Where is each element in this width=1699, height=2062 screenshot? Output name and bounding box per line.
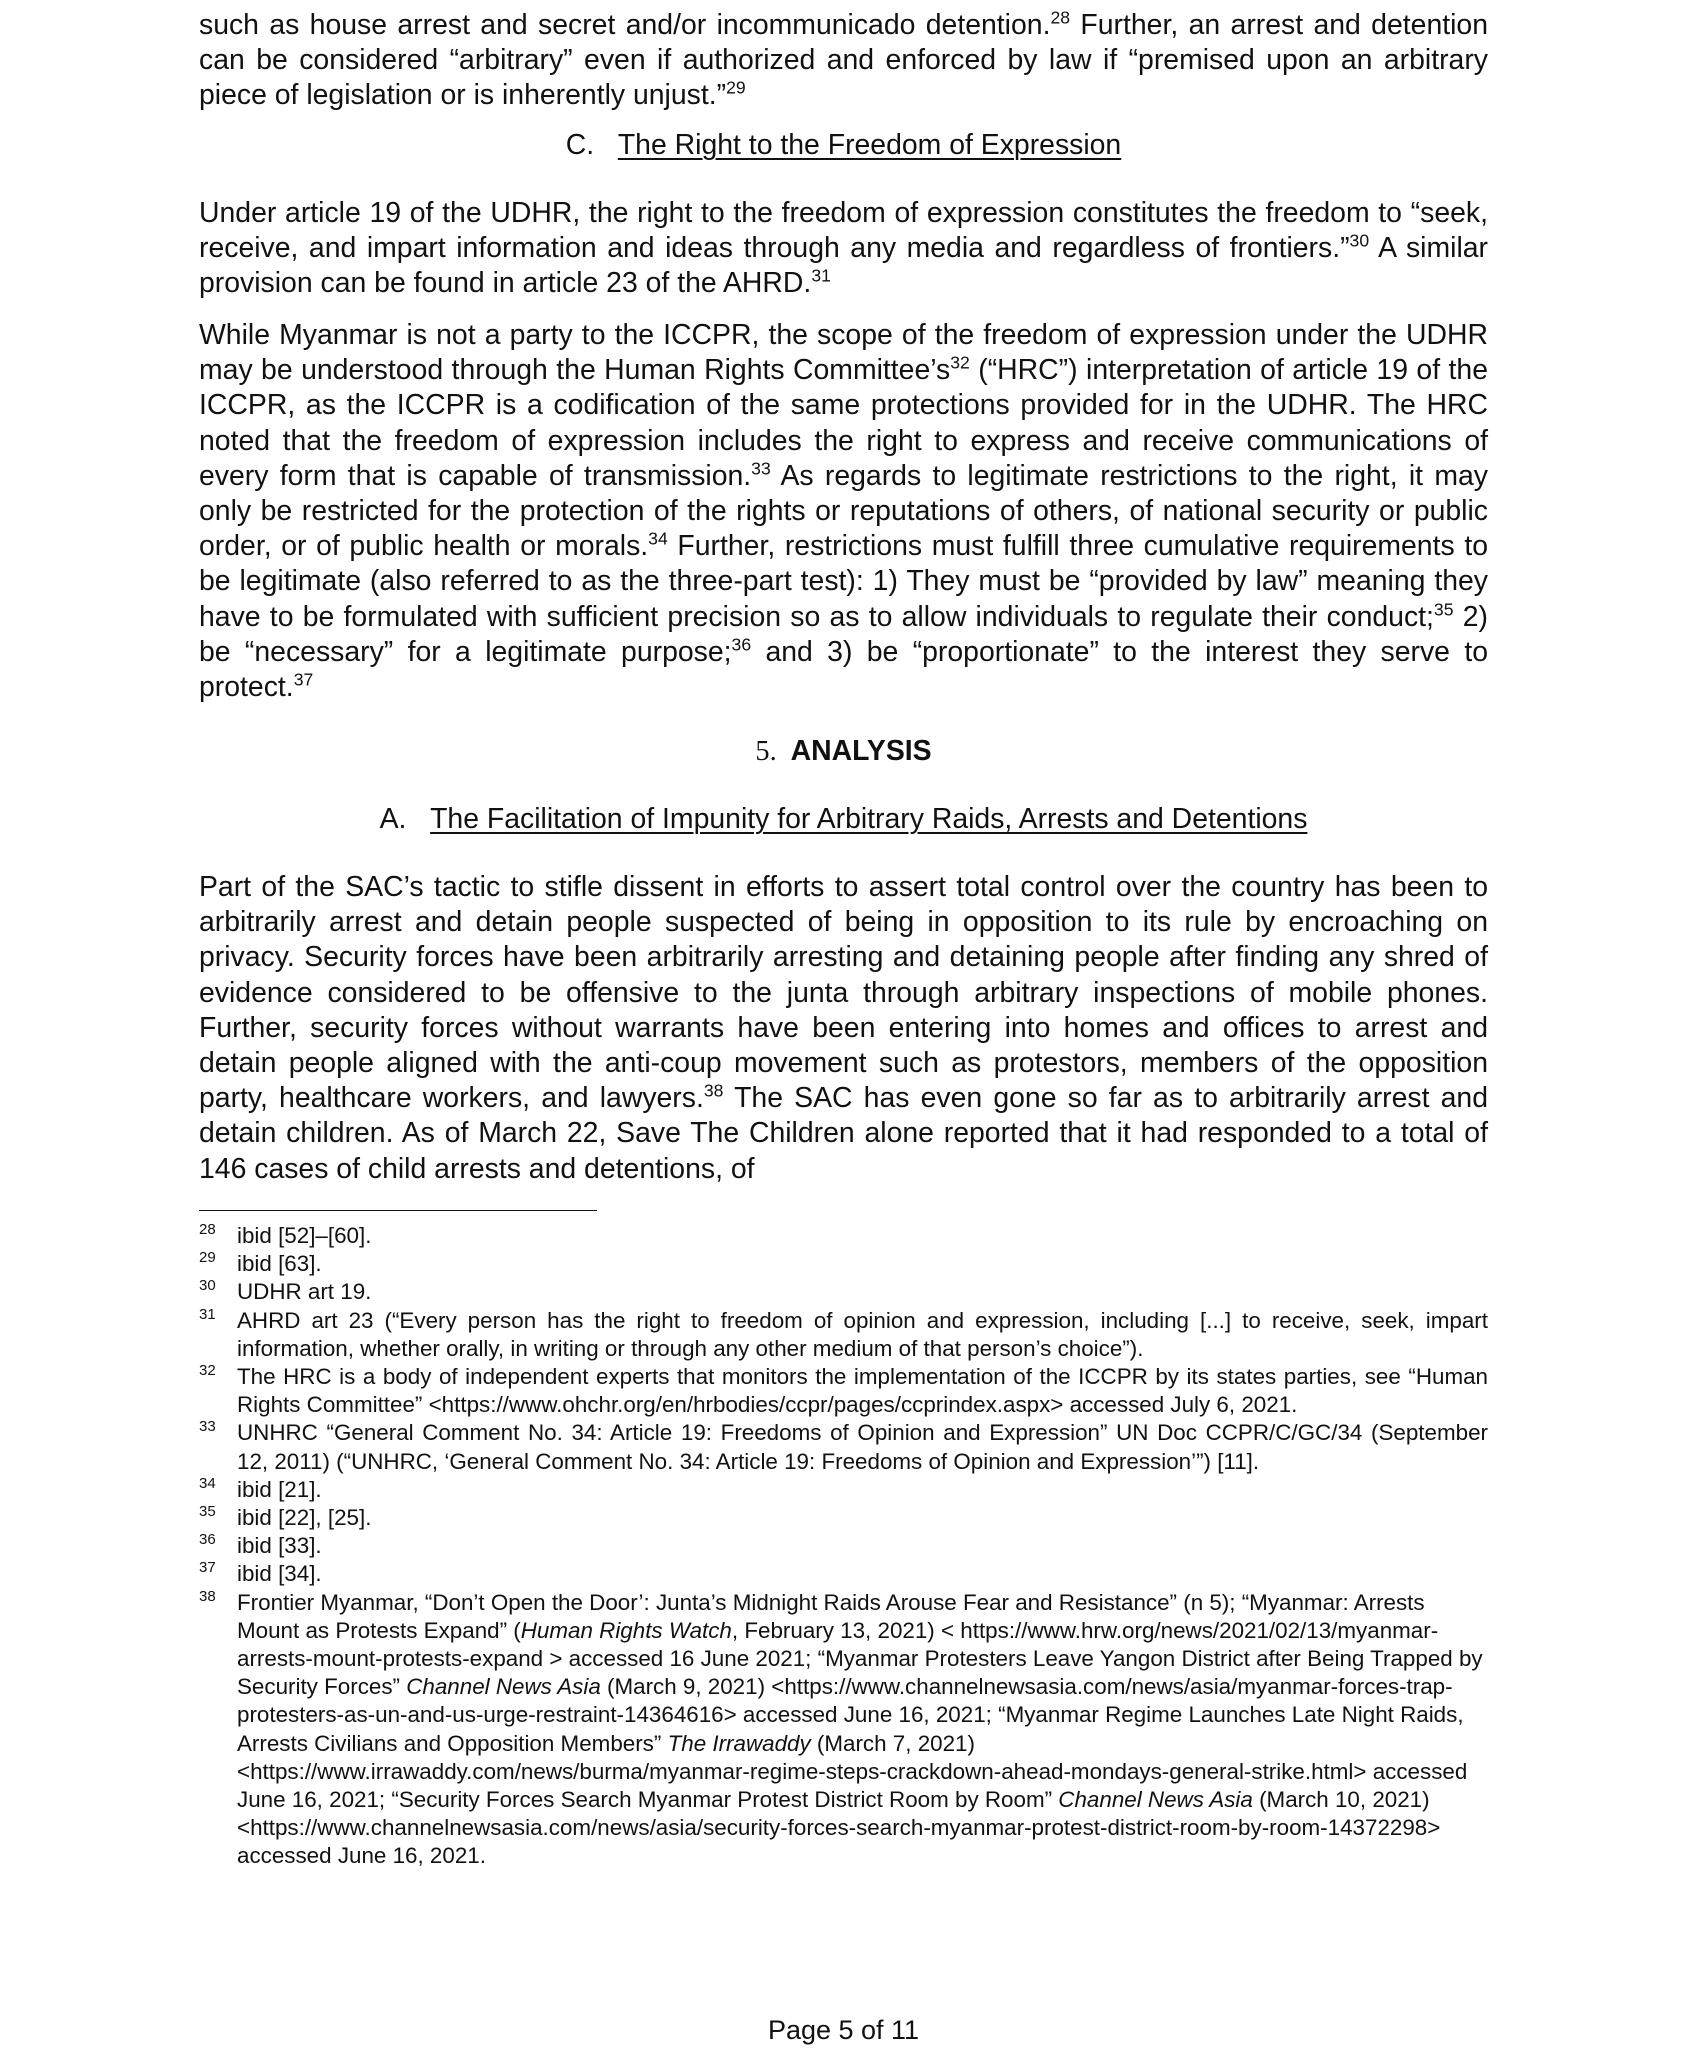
text-run: 2) be “necessary” for a legitimate purpose; xyxy=(199,600,1488,668)
page-number: Page 5 of 11 xyxy=(767,2015,920,2045)
footnote-text: ibid [22], [25]. xyxy=(237,1505,372,1531)
text-run: , February 13, 2021) < https://www.hrw.org/news/2021/02/13/myanmar-arrests-mount-protests-expand > accessed 16 June 2021; “Myanmar Protesters Leave Yangon District after Being Trapped by Security Forces” xyxy=(237,1617,1483,1700)
footnote-text: The HRC is a body of independent experts that monitors the implementation of the ICCPR by its states parties, see “Human Rights Committee” <https://www.ohchr.org/en/hrbodies/ccpr/pages/ccprindex.aspx> accessed July 6, 2021. xyxy=(237,1364,1488,1418)
section-number: 5. xyxy=(755,736,777,767)
footnote xyxy=(199,1222,1488,1250)
section-title: The Right to the Freedom of Expression xyxy=(617,129,1122,161)
text-run: such as house arrest and secret and/or incommunicado detention. xyxy=(199,9,1051,41)
text-run: (March 10, 2021) <https://www.channelnewsasia.com/news/asia/security-forces-search-myanmar-protest-district-room-by-room-14372298> accessed June 16, 2021. xyxy=(237,1787,1441,1869)
text-run: While Myanmar is not a party to the ICCPR, the scope of the freedom of expression under the UDHR may be understood through the Human Rights Committee’s xyxy=(199,319,1488,387)
text-run: Under article 19 of the UDHR, the right to the freedom of expression constitutes the freedom to “seek, receive, and impart information and ideas through any media and regardless of frontiers.” xyxy=(199,197,1488,265)
text-run: and 3) be “proportionate” to the interest they serve to protect. xyxy=(199,635,1488,704)
text-run: Frontier Myanmar, “Don’t Open the Door’: Junta’s Midnight Raids Arouse Fear and Resistance” (n 5); “Myanmar: Arrests Mount as Protests Expand” ( xyxy=(237,1589,1425,1643)
text-run: The SAC has even gone so far as to arbitrarily arrest and detain children. As of March 22, Save The Children alone reported that it had responded to a total of 146 cases of child arrests and detentions, of xyxy=(199,1082,1489,1185)
footnote-text: UDHR art 19. xyxy=(237,1279,372,1305)
footnote-separator xyxy=(199,1210,597,1211)
footnote xyxy=(199,1476,1488,1504)
footnote-text: ibid [21]. xyxy=(237,1476,322,1502)
footnote-38 xyxy=(199,1589,1488,1871)
footnote-number: 28 xyxy=(199,1221,216,1238)
source-title: Channel News Asia xyxy=(1058,1787,1253,1813)
text-run: (March 7, 2021) <https://www.irrawaddy.com/news/burma/myanmar-regime-steps-crackdown-ahead-mondays-general-strike.html> accessed June 16, 2021; “Security Forces Search Myanmar Protest District Room by Room” xyxy=(237,1730,1468,1813)
footnote xyxy=(199,1419,1488,1475)
footnote xyxy=(199,1278,1488,1306)
section-letter: A. xyxy=(379,803,407,835)
footnote xyxy=(199,1532,1488,1560)
footnote-number: 38 xyxy=(199,1587,216,1605)
footnote-ref[interactable]: 29 xyxy=(726,77,746,98)
footnote-ref[interactable]: 35 xyxy=(1433,599,1454,620)
source-title: Channel News Asia xyxy=(406,1674,601,1700)
footnote xyxy=(199,1560,1488,1588)
section-heading-c xyxy=(199,128,1488,163)
footnote-ref[interactable]: 31 xyxy=(811,265,831,286)
footnote-text: UNHRC “General Comment No. 34: Article 19: Freedoms of Opinion and Expression” UN Doc CCPR/C/GC/34 (September 12, 2011) (“UNHRC, ‘General Comment No. 34: Article 19: Freedoms of Opinion and Expression’”) [11]. xyxy=(237,1420,1488,1474)
footnote-text: AHRD art 23 (“Every person has the right to freedom of opinion and expression, including [...] to receive, seek, impart information, whether orally, in writing or through any other medium of that person’s choice”). xyxy=(237,1307,1488,1361)
section-title: The Facilitation of Impunity for Arbitrary Raids, Arrests and Detentions xyxy=(430,803,1308,835)
footnote-text: ibid [63]. xyxy=(237,1251,322,1277)
source-title: Human Rights Watch xyxy=(520,1617,732,1643)
footnote-ref[interactable]: 33 xyxy=(751,458,771,479)
text-run: (March 9, 2021) <https://www.channelnewsasia.com/news/asia/myanmar-forces-trap-protesters-as-un-and-us-urge-restraint-14364616> accessed June 16, 2021; “Myanmar Regime Launches Late Night Raids, Arrests Civilians and Opposition Members” xyxy=(237,1674,1464,1756)
footnote-number: 35 xyxy=(199,1503,216,1521)
footnote-ref[interactable]: 34 xyxy=(648,528,668,549)
footnote-ref[interactable]: 37 xyxy=(293,669,314,690)
footnote-number: 34 xyxy=(199,1474,216,1492)
section-heading-a xyxy=(199,802,1488,837)
footnote xyxy=(199,1307,1488,1363)
footnote xyxy=(199,1250,1488,1278)
footnote-number: 31 xyxy=(199,1305,216,1323)
text-run: (“HRC”) interpretation of article 19 of the ICCPR, as the ICCPR is a codification of the same protections provided for in the UDHR. The HRC noted that the freedom of expression includes the right to express and receive communications of every form that is capable of transmission. xyxy=(199,354,1488,492)
text-run: A similar provision can be found in article 23 of the AHRD. xyxy=(199,232,1488,300)
section-letter: C. xyxy=(565,129,595,161)
footnote-number: 37 xyxy=(199,1559,216,1577)
paragraph-analysis xyxy=(199,870,1488,1187)
footnote-number: 36 xyxy=(199,1531,216,1549)
footnote-ref[interactable]: 32 xyxy=(950,352,970,373)
footnote-number: 30 xyxy=(199,1277,216,1295)
source-title: The Irrawaddy xyxy=(667,1730,811,1756)
text-run: Further, restrictions must fulfill three cumulative requirements to be legitimate (also referred to as the three-part test): 1) They must be “provided by law” meaning they have to be formulated with sufficient precision so as to allow individuals to regulate their conduct; xyxy=(199,530,1488,633)
text-run: Part of the SAC’s tactic to stifle dissent in efforts to assert total control over the country has been to arbitrarily arrest and detain people suspected of being in opposition to its rule by encroaching on privacy. Security forces have been arbitrarily arresting and detaining people after finding any shred of evidence considered to be offensive to the junta through arbitrary inspections of mobile phones. Further, security forces without warrants have been entering into homes and offices to arrest and detain people aligned with the anti-coup movement such as protestors, members of the opposition party, healthcare workers, and lawyers. xyxy=(199,871,1488,1115)
paragraph-freedom-expression-1 xyxy=(199,196,1488,302)
footnote-text: ibid [52]–[60]. xyxy=(237,1223,372,1248)
footnote-number: 29 xyxy=(199,1249,216,1267)
footnote-text xyxy=(237,1589,1488,1871)
footnote xyxy=(199,1363,1488,1419)
footnote-number: 33 xyxy=(199,1418,216,1436)
top-paragraph xyxy=(199,8,1488,114)
text-run: As regards to legitimate restrictions to the right, it may only be restricted for the protection of the rights or reputations of others, of national security or public order, or of public health or morals. xyxy=(199,459,1488,563)
footnote xyxy=(199,1504,1488,1532)
section-title: ANALYSIS xyxy=(790,735,932,767)
footnote-text: ibid [34]. xyxy=(237,1561,322,1587)
footnote-text: ibid [33]. xyxy=(237,1533,322,1559)
footnote-number: 32 xyxy=(199,1362,216,1380)
text-run: Further, an arrest and detention can be considered “arbitrary” even if authorized and enforced by law if “premised upon an arbitrary piece of legislation or is inherently unjust.” xyxy=(199,9,1489,112)
footnote-ref[interactable]: 28 xyxy=(1050,7,1071,28)
footnote-ref[interactable]: 38 xyxy=(703,1080,724,1101)
section-heading-analysis xyxy=(199,734,1488,769)
paragraph-freedom-expression-2 xyxy=(199,318,1488,705)
footnotes xyxy=(199,1222,1488,1871)
footnote-ref[interactable]: 30 xyxy=(1349,230,1370,251)
footnote-ref[interactable]: 36 xyxy=(731,634,752,655)
